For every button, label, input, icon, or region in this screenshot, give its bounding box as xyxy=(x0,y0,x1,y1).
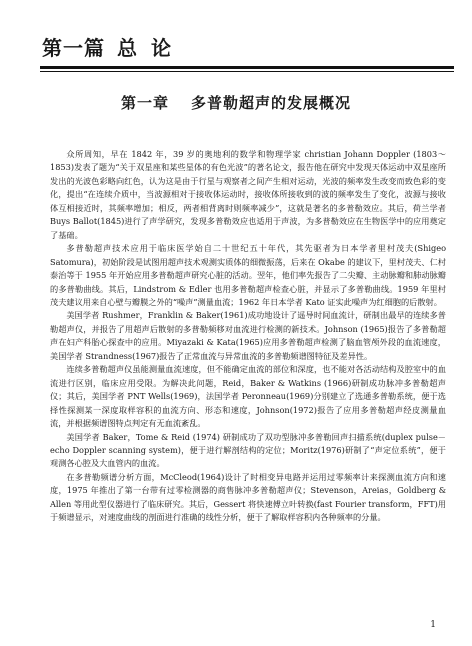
heading-rule-thick xyxy=(40,66,454,69)
part-label: 第一篇 xyxy=(42,36,105,60)
body-text xyxy=(50,148,446,525)
chapter-heading xyxy=(0,92,472,113)
part-title: 总论 xyxy=(117,36,185,60)
paragraph: 美国学者 Baker，Tome & Reid (1974) 研制成功了双功型脉冲多普勒回声扫描系统(duplex pulse－echo Doppler scanning system)，便于进行解剖结构的定位；Moritz(1976)研制了“声定位系统”，便于观测各心腔及大血管内的血流。 xyxy=(50,431,446,469)
paragraph: 连续多普勒超声仪虽能测量血流速度，但不能确定血流的部位和深度，也不能对各活动结构及腔室中的血流进行区别，临床应用受限。为解决此问题，Reid，Baker & Watkins (1966)研制成功脉冲多普勒超声仪；其后，美国学者 PNT Wells(1969)，法国学者 Peronneau(1969)分别建立了选通多普勒系统，便于选择性探测某一深度取样容积的血流方向、形态和速度，Johnson(1972)报告了应用多普勒超声经皮测量血流，并根据频谱图特点判定有无血流紊乱。 xyxy=(50,364,446,429)
chapter-label: 第一章 xyxy=(120,94,169,112)
paragraph: 众所周知，早在 1842 年，39 岁的奥地利的数学和物理学家 christian Johann Doppler (1803～1853)发表了题为“关于双星座和某些星体的有色光波”的著名论文，报告他在研究中发现天体运动中双星座所发出的光波色彩略向红色，认为这是由于行星与观察者之间产生相对运动，光波的频率发生改变而致色彩的变化，提出“在连续介质中，当波源相对于接收体运动时，接收体所接收到的波的频率发生了变化，波源与接收体互相接近时，其频率增加；相反，两者相背离时则频率减少”，这就是著名的多普勒效应。其后，荷兰学者 Buys Ballot(1845)进行了声学研究，发现多普勒效应也适用于声波，为多普勒效应在生物医学中的应用奠定了基础。 xyxy=(50,149,446,240)
heading-rule-thin xyxy=(40,71,454,72)
part-heading xyxy=(42,32,197,61)
page-number: 1 xyxy=(430,620,436,630)
chapter-title: 多普勒超声的发展概况 xyxy=(191,94,352,112)
paragraph: 在多普勒频谱分析方面，McCleod(1964)设计了时相变异电路并运用过零频率计来探测血流方向和速度，1975 年推出了第一台带有过零检测器的商售脉冲多普勒超声仪；Stevenson，Areias，Goldberg & Allen 等用此型仪器进行了临床研究。其后，Gessert 将快速傅立叶转换(fast Fourier transform，FFT)用于频谱显示，对速度曲线的剖面进行准确的线性分析，便于了解取样容积内各种频率的分量。 xyxy=(50,471,446,523)
paragraph: 多普勒超声技术应用于临床医学始自二十世纪五十年代，其先驱者为日本学者里村茂夫(Shigeo Satomura)，初始阶段是试图用超声技术观测实质体的细微振荡，后来在 Okabe 的建议下，里村茂夫、仁村泰治等于 1955 年开始应用多普勒超声研究心脏的活动。翌年，他们率先报告了二尖瓣、主动脉瓣和肺动脉瓣的多普勒曲线。其后，Lindstrom & Edler 也用多普勒超声检查心脏，并显示了多普勒曲线。1959 年里村茂夫建议用来自心壁与瓣膜之外的“噪声”测量血流；1962 年日本学者 Kato 证实此噪声为红细胞的后散射。 xyxy=(50,243,446,307)
paragraph: 美国学者 Rushmer，Franklin & Baker(1961)成功地设计了遥导时间血流计，研制出最早的连续多普勒超声仪，并报告了用超声后散射的多普勒频移对血流进行检测的新技术。Johnson (1965)报告了多普勒超声在妇产科胎心探查中的应用。Miyazaki & Kata(1965)应用多普勒超声检测了脑血管颅外段的血流速度，美国学者 Strandness(1967)报告了正常血流与异常血流的多普勒频谱图特征及差异性。 xyxy=(50,310,446,361)
